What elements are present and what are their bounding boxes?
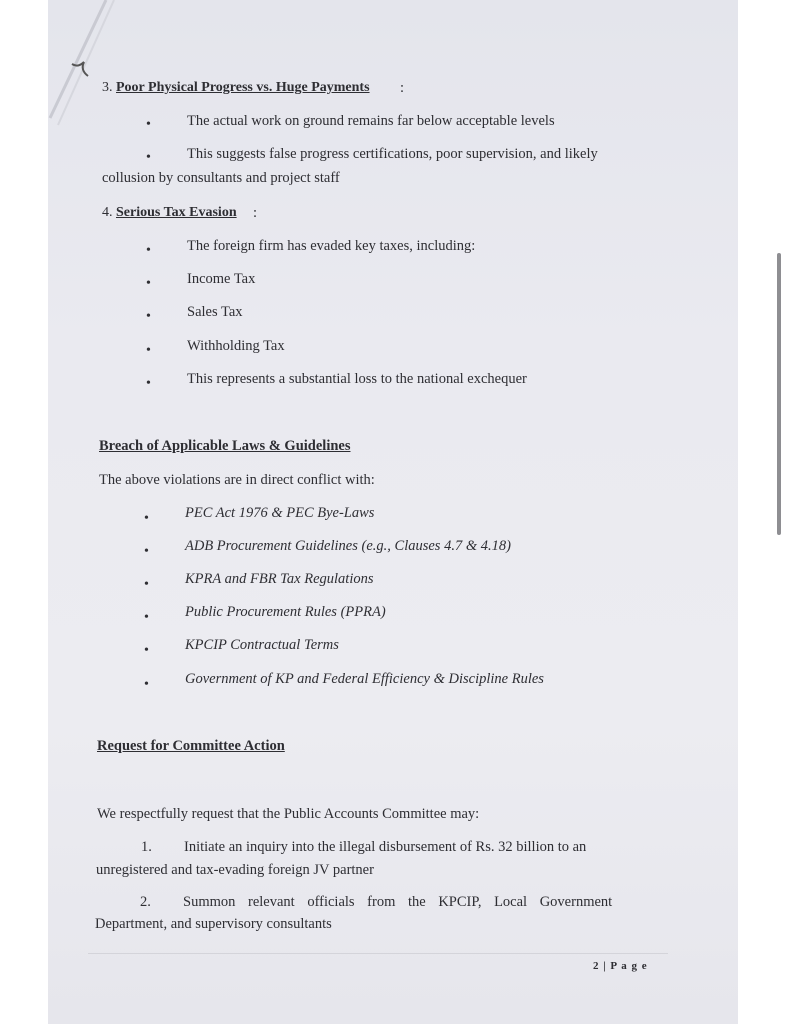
bullet-icon: • <box>144 511 149 526</box>
bullet-icon: • <box>146 309 151 324</box>
request-item-2-line2: Department, and supervisory consultants <box>95 916 332 932</box>
section4-heading: Serious Tax Evasion <box>116 205 237 220</box>
request-intro: We respectfully request that the Public Accounts Committee may: <box>97 806 480 822</box>
request-item-1-line2: unregistered and tax-evading foreign JV partner <box>96 862 374 878</box>
request-item-2-number: 2. <box>140 894 151 910</box>
breach-item-6: Government of KP and Federal Efficiency & Discipline Rules <box>185 671 544 687</box>
footer-divider <box>88 953 668 954</box>
section3-bullet-1: The actual work on ground remains far below acceptable levels <box>187 113 555 129</box>
bullet-icon: • <box>144 610 149 625</box>
bullet-icon: • <box>146 150 151 165</box>
page-number: 2 | P a g e <box>593 960 648 972</box>
section4-bullet-3: Sales Tax <box>187 304 243 320</box>
bullet-icon: • <box>144 544 149 559</box>
breach-item-5: KPCIP Contractual Terms <box>185 637 339 653</box>
section3-continuation: collusion by consultants and project staff <box>102 170 340 186</box>
bullet-icon: • <box>144 577 149 592</box>
section3-heading: Poor Physical Progress vs. Huge Payments <box>116 80 370 95</box>
section3-bullet-2: This suggests false progress certifications, poor supervision, and likely <box>187 146 598 162</box>
bullet-icon: • <box>146 376 151 391</box>
breach-item-4: Public Procurement Rules (PPRA) <box>185 604 386 620</box>
request-item-2-line1: Summon relevant officials from the KPCIP, Local Government <box>183 894 613 910</box>
breach-intro: The above violations are in direct conflict with: <box>99 472 375 488</box>
section4-bullet-5: This represents a substantial loss to the national exchequer <box>187 371 527 387</box>
bullet-icon: • <box>144 643 149 658</box>
request-item-1-line1: Initiate an inquiry into the illegal disbursement of Rs. 32 billion to an <box>184 839 587 855</box>
bullet-icon: • <box>146 276 151 291</box>
section4-bullet-1: The foreign firm has evaded key taxes, including: <box>187 238 476 254</box>
section4-number: 4. <box>102 205 113 220</box>
request-item-1-number: 1. <box>141 839 152 855</box>
breach-item-1: PEC Act 1976 & PEC Bye-Laws <box>185 505 375 521</box>
section4-bullet-2: Income Tax <box>187 271 256 287</box>
bullet-icon: • <box>146 117 151 132</box>
colon: : <box>253 205 258 221</box>
breach-heading: Breach of Applicable Laws & Guidelines <box>99 438 351 454</box>
bullet-icon: • <box>144 677 149 692</box>
bullet-icon: • <box>146 343 151 358</box>
section3-number: 3. <box>102 80 113 95</box>
scrollbar[interactable] <box>777 253 781 535</box>
bullet-icon: • <box>146 243 151 258</box>
request-heading: Request for Committee Action <box>97 738 285 754</box>
colon: : <box>400 80 405 96</box>
breach-item-2: ADB Procurement Guidelines (e.g., Clauses 4.7 & 4.18) <box>185 538 511 554</box>
section4-bullet-4: Withholding Tax <box>187 338 285 354</box>
breach-item-3: KPRA and FBR Tax Regulations <box>185 571 374 587</box>
